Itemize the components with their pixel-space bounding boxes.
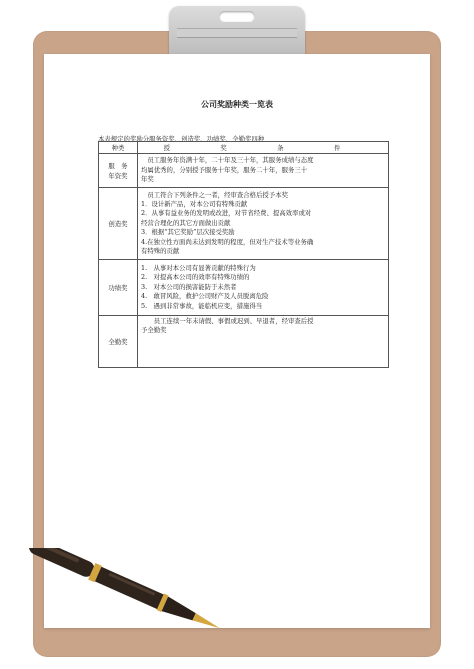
clip-bar [177, 28, 297, 38]
condition-line: 5. 遇到非常事故，能临机应变，措施得当 [141, 301, 263, 310]
condition-line: 3. 对本公司的损害能防于未然者 [141, 282, 237, 291]
condition-line: 有特殊的贡献 [141, 247, 180, 256]
condition-line: 予全勤奖 [141, 326, 167, 335]
award-conditions [138, 260, 389, 316]
award-conditions [138, 154, 389, 188]
award-name [99, 188, 138, 260]
award-conditions [138, 188, 389, 260]
clipboard-clip-icon [169, 6, 305, 60]
award-conditions [138, 316, 389, 368]
fountain-pen-icon [10, 548, 245, 628]
award-name [99, 260, 138, 316]
table-header-row [99, 142, 389, 154]
clip-hole [219, 11, 255, 22]
condition-line: 经营合理化的其它方面做出贡献 [141, 218, 231, 227]
award-name-line: 年资奖 [108, 171, 128, 180]
condition-line: 员工服务年资满十年，二十年及三十年，其服务成绩与态度 [141, 156, 314, 165]
condition-line: 年奖 [141, 175, 154, 184]
header-type: 种类 [99, 142, 138, 154]
award-name-line: 服 务 [108, 161, 128, 170]
award-name [99, 154, 138, 188]
table-row-creation-award [99, 188, 389, 260]
table-row-merit-award [99, 260, 389, 316]
header-conditions: 授 奖 条 件 [138, 142, 389, 154]
awards-table [98, 141, 389, 368]
condition-line: 员工连续一年未请假、事假或迟到、早退者，经审查后授 [141, 317, 314, 325]
condition-line: 员工符合下列条件之一者，经审查合格后授予本奖 [141, 190, 288, 199]
paper-sheet [44, 54, 430, 628]
award-name-line: 创造奖 [108, 219, 128, 228]
condition-line: 均属优秀的，分别授予服务十年奖，服务二十年，服务三十 [141, 165, 308, 174]
award-name [99, 316, 138, 368]
award-name-line: 功绩奖 [108, 283, 128, 292]
document-title: 公司奖励种类一览表 [201, 99, 273, 109]
condition-line: 2. 对提高本公司的效率有特殊功绩的 [141, 273, 250, 282]
condition-line: 4. 敢冒风险，救护公司财产及人员脱离危险 [141, 292, 269, 301]
condition-line: 3．根据“其它奖励”层次接受奖励 [141, 228, 235, 237]
award-name-line: 全勤奖 [108, 337, 128, 346]
condition-line: 4.在独立性方面尚未达到发明的程度，但对生产技术等业务确 [141, 237, 314, 246]
table-row-attendance-award [99, 316, 389, 368]
table-row-service-award [99, 154, 389, 188]
condition-line: 1．设计新产品，对本公司有特殊贡献 [141, 199, 248, 208]
condition-line: 1. 从事对本公司有显著贡献的特殊行为 [141, 263, 256, 272]
condition-line: 2．从事有益业务的发明或改进，对节省经费、提高效率或对 [141, 209, 312, 218]
document-intro: 本表规定的奖励分服务资奖、创造奖、功绩奖、全勤奖四种 [98, 135, 265, 143]
